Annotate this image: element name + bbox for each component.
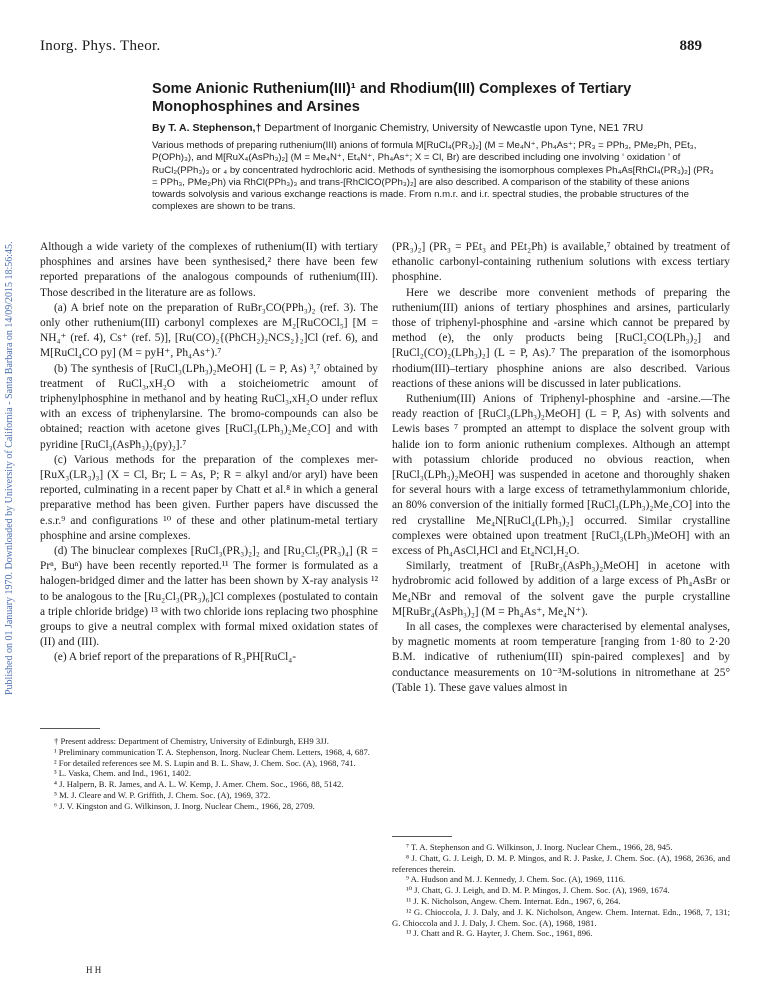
body-paragraph: (d) The binuclear complexes [RuCl₃(PR₃)₂]₂ and [Ru₂Cl₅(PR₃)₄] (R = Prⁿ, Buⁿ) have been recently reported.¹¹ The former is formulated as a halogen-bridged dimer and the latter has been shown by X-ray analysis ¹² to be analogous to the [Ru₂Cl₃(PR₃)₆]Cl complexes (postulated to contain a triple chloride bridge) ¹³ with two chloride ions replacing two phosphine groups to give a neutral complex with formal mixed oxidation states of (II) and (III). <box>40 545 378 649</box>
right-column <box>392 240 730 696</box>
footnote: ⁵ M. J. Cleare and W. P. Griffith, J. Chem. Soc. (A), 1969, 372. <box>54 789 271 800</box>
footnote: ¹⁰ J. Chatt, G. J. Leigh, and D. M. P. Mingos, J. Chem. Soc. (A), 1969, 1674. <box>406 885 670 896</box>
body-paragraph: (b) The synthesis of [RuCl₃(LPh₃)₂MeOH] (L = P, As) ³,⁷ obtained by treatment of RuCl₃,xH₂O with a stoicheiometric amount of triphenylphosphine in methanol and by heating RuCl₃,xH₂O under reflux with an excess of triphenylarsine. The bromo-compounds can also be obtained; reaction with acetone gives [RuCl₃(LPh₃)₂Me₂CO] and with pyridine [RuCl₃(AsPh₃)₂(py)₂].⁷ <box>40 362 378 451</box>
right-footnotes <box>392 842 730 939</box>
left-column <box>40 240 378 666</box>
body-paragraph: (c) Various methods for the preparation of the complexes mer-[RuX₃(LR₃)₃] (X = Cl, Br; L = As, P; R = alkyl and/or aryl) have been reported, culminating in a recent paper by Chatt et al.⁸ in which a general preparative method has been given. Further papers have discussed the e.s.r.⁹ and configurations ¹⁰ of these and other platinum-metal tertiary phosphine and arsine complexes. <box>40 453 378 542</box>
footnote: ² For detailed references see M. S. Lupin and B. L. Shaw, J. Chem. Soc. (A), 1968, 741. <box>54 757 356 768</box>
footnote: ¹ Preliminary communication T. A. Stephenson, Inorg. Nuclear Chem. Letters, 1968, 4, 687. <box>54 746 370 757</box>
body-paragraph: Although a wide variety of the complexes of ruthenium(II) with tertiary phosphines and arsines have been synthesised,² there have been few reported preparations of the analogous compounds of ruthenium(III). Those described in the literature are as follows. <box>40 241 378 299</box>
footnote: ⁴ J. Halpern, B. R. James, and A. L. W. Kemp, J. Amer. Chem. Soc., 1966, 88, 5142. <box>54 779 344 790</box>
byline <box>152 122 712 134</box>
body-paragraph: Here we describe more convenient methods of preparing the ruthenium(III) anions of tertiary phosphines and arsines, particularly those of triphenyl-phosphine and -arsine which cannot be prepared by method (e), the only products being [RuCl₂CO(LPh₃)₂] and [RuCl₂(CO)₂(LPh₃)₂] (L = P, As).⁷ The preparation of the isomorphous rhodium(III)–tertiary phosphine anions are also described. Various reactions of these anions will be discussed in later publications. <box>392 286 730 390</box>
footnote: ¹² G. Chioccola, J. J. Daly, and J. K. Nicholson, Angew. Chem. Internat. Edn., 1968, 7, 131; G. Chioccola and J. J. Daly, J. Chem. Soc. (A), 1968, 1981. <box>392 906 730 928</box>
author-name: By T. A. Stephenson,† <box>152 122 262 134</box>
footnote: ³ L. Vaska, Chem. and Ind., 1961, 1402. <box>54 768 192 779</box>
footnote: ¹¹ J. K. Nicholson, Angew. Chem. Internat. Edn., 1967, 6, 264. <box>406 895 621 906</box>
running-head <box>40 38 702 60</box>
body-paragraph: Ruthenium(III) Anions of Triphenyl-phosphine and -arsine.—The ready reaction of [RuCl₃(LPh₃)₂MeOH] (L = P, As) with solvents and Lewis bases ⁷ prompted an attempt to displace the solvent group with halide ion to form anionic ruthenium complexes. Although an attempt with potassium chloride produced no obvious reaction, when [RuCl₃(LPh₃)₂MeOH] was suspended in acetone and thoroughly shaken for several hours with a large excess of tetramethylammonium chloride, an 80% conversion of the initially formed [RuCl₃(LPh₃)₂Me₂CO] into the red crystalline Me₄N[RuCl₄(LPh₃)₂] occurred. Similar crystalline complexes were obtained upon treatment [RuCl₃(LPh₃)MeOH] with an excess of Ph₄AsCl,HCl and Et₄NCl,H₂O. <box>392 393 730 558</box>
footnote-divider <box>40 728 100 729</box>
author-affiliation: Department of Inorganic Chemistry, University of Newcastle upon Tyne, NE1 7RU <box>264 122 644 134</box>
footnote: ⁶ J. V. Kingston and G. Wilkinson, J. Inorg. Nuclear Chem., 1966, 28, 2709. <box>54 800 315 811</box>
body-paragraph: (PR₃)₂] (PR₃ = PEt₃ and PEt₂Ph) is available,⁷ obtained by treatment of ethanolic carbonyl-containing ruthenium solutions with excess tertiary phosphine. <box>392 241 730 284</box>
body-paragraph: Similarly, treatment of [RuBr₃(AsPh₃)₂MeOH] in acetone with hydrobromic acid followed by addition of a large excess of Ph₄AsBr or Me₄NBr and removal of the solvent gave the purple crystalline M[RuBr₄(AsPh₃)₂] (M = Ph₄As⁺, Me₄N⁺). <box>392 560 730 618</box>
body-paragraph: (a) A brief note on the preparation of RuBr₃CO(PPh₃)₂ (ref. 3). The only other ruthenium(III) carbonyl complexes are M₂[RuCOCl₅] [M = NH₄⁺ (ref. 4), Cs⁺ (ref. 5)], [Ru(CO)₂{(PhCH₂)₂NCS₂}₂]Cl (ref. 6), and M[RuCl₄CO py] (M = pyH⁺, Ph₄As⁺).⁷ <box>40 301 378 360</box>
footnote-divider <box>392 836 452 837</box>
body-paragraph: In all cases, the complexes were characterised by elemental analyses, by magnetic moments at room temperature [ranging from 1·80 to 2·20 B.M. indicative of ruthenium(III) spin-paired complexes] and by conductance measurements on 10⁻³M-solutions in nitromethane at 25° (Table 1). These gave values almost in <box>392 621 730 694</box>
column-footer-mark: H H <box>86 965 102 975</box>
footnote: ⁸ J. Chatt, G. J. Leigh, D. M. P. Mingos, and R. J. Paske, J. Chem. Soc. (A), 1968, 2636, and references therein. <box>392 852 730 874</box>
download-stamp[interactable]: Published on 01 January 1970. Downloaded by University of California - Santa Barbara on 14/09/2015 18:56:45. <box>4 241 15 695</box>
footnote: † Present address: Department of Chemistry, University of Edinburgh, EH9 3JJ. <box>54 736 329 746</box>
footnote: ⁷ T. A. Stephenson and G. Wilkinson, J. Inorg. Nuclear Chem., 1966, 28, 945. <box>406 842 673 852</box>
abstract: Various methods of preparing ruthenium(III) anions of formula M[RuCl₄(PR₃)₂] (M = Me₄N⁺, Ph₄As⁺; PR₃ = PPh₃, PMe₂Ph, PEt₃, P(OPh)₃), and M[RuX₄(AsPh₃)₂] (M = Me₄N⁺, Et₄N⁺, Ph₄As⁺; X = Cl, Br) are described including one involving ‘ oxidation ’ of RuCl₂(PPh₃)₃ or ₄ by concentrated hydrochloric acid. Methods of synthesising the isomorphous complexes Ph₄As[RhCl₄(PR₃)₂] (PR₃ = PPh₃, PMe₂Ph) via RhCl(PPh₃)₃ and trans-[RhClCO(PPh₃)₂] are also described. A comparison of the stability of these anions towards solvolysis and various exchange reactions is made. From n.m.r. and i.r. spectral studies, the probable structures of the complexes are shown to be trans. <box>152 140 714 213</box>
journal-title: Inorg. Phys. Theor. <box>40 38 161 54</box>
article-title: Some Anionic Ruthenium(III)¹ and Rhodium(III) Complexes of Tertiary Monophosphines and Arsines <box>152 81 632 115</box>
left-footnotes <box>40 736 378 812</box>
body-paragraph: (e) A brief report of the preparations of R₃PH[RuCl₄- <box>54 651 297 664</box>
footnote: ⁹ A. Hudson and M. J. Kennedy, J. Chem. Soc. (A), 1969, 1116. <box>406 874 626 885</box>
footnote: ¹³ J. Chatt and R. G. Hayter, J. Chem. Soc., 1961, 896. <box>406 928 593 939</box>
page-number: 889 <box>679 38 702 54</box>
